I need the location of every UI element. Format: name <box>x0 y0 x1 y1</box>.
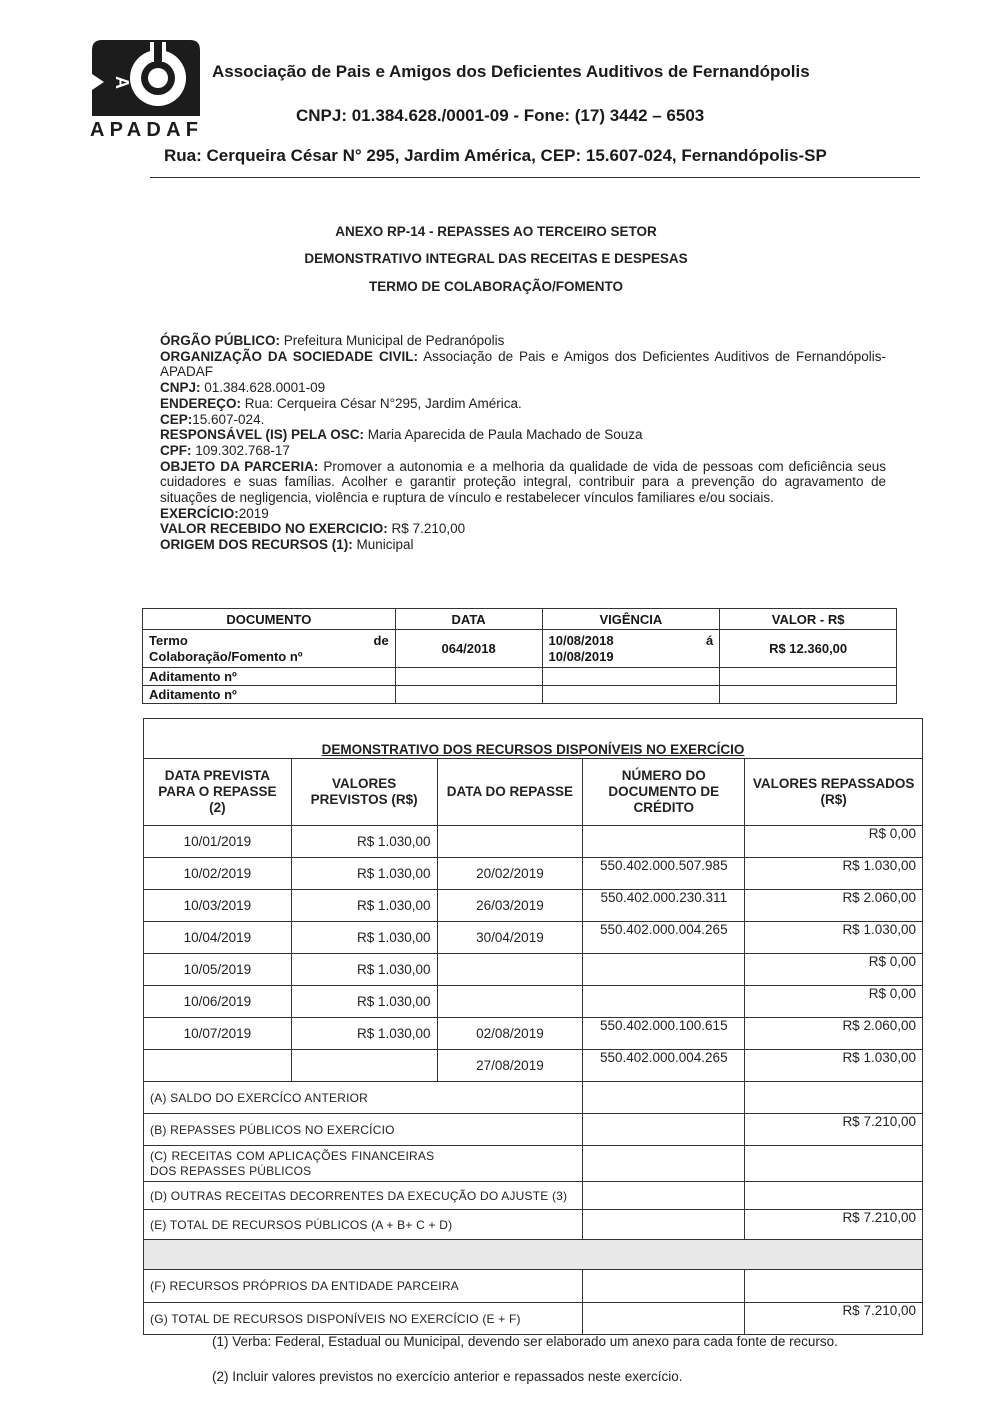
summary-shaded-spacer <box>144 1240 923 1270</box>
doc-termo-c: Colaboração/Fomento nº <box>149 648 303 664</box>
cep-label: CEP: <box>160 411 193 427</box>
summary-row-f <box>144 1270 923 1303</box>
origem-label: ORIGEM DOS RECURSOS (1): <box>160 537 353 553</box>
summary-row-a <box>144 1082 923 1114</box>
exercicio-value: 2019 <box>238 505 269 521</box>
valor-line <box>160 521 886 537</box>
cell-repassado: R$ 0,00 <box>745 986 923 1018</box>
osc-label: ORGANIZAÇÃO DA SOCIEDADE CIVIL: <box>160 348 418 364</box>
table-row <box>143 630 897 668</box>
origem-line <box>160 537 886 553</box>
endereco-value: Rua: Cerqueira César N°295, Jardim América. <box>244 395 522 411</box>
doc-header-vigencia: VIGÊNCIA <box>542 609 720 630</box>
cell-data-repasse: 02/08/2019 <box>437 1018 583 1050</box>
summary-f-value <box>745 1270 923 1303</box>
table-row <box>144 922 923 954</box>
osc-line <box>160 349 886 380</box>
title-line-3: TERMO DE COLABORAÇÃO/FOMENTO <box>369 279 623 294</box>
objeto-line <box>160 459 886 506</box>
doc-cell-empty <box>720 668 897 686</box>
doc-cell-empty <box>395 686 542 704</box>
summary-a-label: (A) SALDO DO EXERCÍCO ANTERIOR <box>144 1082 583 1114</box>
cell-repassado: R$ 1.030,00 <box>745 922 923 954</box>
summary-e-empty <box>583 1210 745 1240</box>
doc-cell-aditamento-1: Aditamento nº <box>143 668 396 686</box>
cpf-line <box>160 443 886 459</box>
resources-table <box>143 718 923 1335</box>
cpf-value: 109.302.768-17 <box>195 442 290 458</box>
cep-line <box>160 412 886 428</box>
cell-documento: 550.402.000.004.265 <box>583 1050 745 1082</box>
apadaf-logo <box>86 38 204 138</box>
cell-data-prevista: 10/02/2019 <box>144 858 292 890</box>
footnote-1: (1) Verba: Federal, Estadual ou Municipal, devendo ser elaborado um anexo para cada fonte de recurso. <box>212 1334 838 1349</box>
vig-sep: á <box>706 632 714 648</box>
resources-caption: DEMONSTRATIVO DOS RECURSOS DISPONÍVEIS NO EXERCÍCIO <box>144 719 923 759</box>
cell-data-prevista: 10/06/2019 <box>144 986 292 1018</box>
cell-data-repasse <box>437 986 583 1018</box>
logo-text: APADAF <box>90 119 198 138</box>
summary-row-g <box>144 1303 923 1335</box>
summary-e-label: (E) TOTAL DE RECURSOS PÚBLICOS (A + B+ C + D) <box>144 1210 583 1240</box>
cell-documento: 550.402.000.004.265 <box>583 922 745 954</box>
summary-b-label: (B) REPASSES PÚBLICOS NO EXERCÍCIO <box>144 1114 583 1146</box>
cnpj-line <box>160 380 886 396</box>
origem-value: Municipal <box>356 537 414 553</box>
table-row <box>144 954 923 986</box>
cell-data-prevista: 10/07/2019 <box>144 1018 292 1050</box>
title-line-2: DEMONSTRATIVO INTEGRAL DAS RECEITAS E DESPESAS <box>304 251 688 266</box>
doc-header-valor: VALOR - R$ <box>720 609 897 630</box>
cell-valor-previsto <box>291 1050 437 1082</box>
vig-end: 10/08/2019 <box>548 648 614 664</box>
endereco-label: ENDEREÇO: <box>160 395 242 411</box>
footnote-2: (2) Incluir valores previstos no exercício anterior e repassados neste exercício. <box>212 1369 683 1384</box>
objeto-value: Promover a autonomia e a melhoria da qualidade de vida de pessoas com deficiência seus cuidadores e suas famílias. Acolher e garantir proteção integral, contribuir para a prevenção do agravamento de situações de negligencia, violência e ruptura de vínculo e restabelecer vínculos familiares e/ou sociais. <box>160 458 886 506</box>
cell-data-prevista: 10/05/2019 <box>144 954 292 986</box>
doc-cell-valor: R$ 12.360,00 <box>720 630 897 668</box>
valor-value: R$ 7.210,00 <box>391 521 466 537</box>
table-row <box>144 1018 923 1050</box>
doc-cell-empty <box>395 668 542 686</box>
summary-f-label: (F) RECURSOS PRÓPRIOS DA ENTIDADE PARCEIRA <box>144 1270 583 1303</box>
header-valores-repassados: VALORES REPASSADOS (R$) <box>745 759 923 826</box>
resp-value: Maria Aparecida de Paula Machado de Souza <box>367 427 643 443</box>
org-address: Rua: Cerqueira César N° 295, Jardim América, CEP: 15.607-024, Fernandópolis-SP <box>164 146 827 165</box>
summary-g-value: R$ 7.210,00 <box>745 1303 923 1335</box>
table-row <box>143 668 897 686</box>
vig-start: 10/08/2018 <box>548 632 614 648</box>
cell-data-prevista: 10/01/2019 <box>144 826 292 858</box>
cell-data-repasse: 27/08/2019 <box>437 1050 583 1082</box>
resources-header-row <box>144 759 923 826</box>
osc-value: Associação de Pais e Amigos dos Deficientes Auditivos de Fernandópolis-APADAF <box>160 348 886 380</box>
cell-data-repasse: 26/03/2019 <box>437 890 583 922</box>
summary-row-c <box>144 1146 923 1182</box>
doc-cell-aditamento-2: Aditamento nº <box>143 686 396 704</box>
cell-valor-previsto: R$ 1.030,00 <box>291 826 437 858</box>
table-row <box>144 826 923 858</box>
summary-f-empty <box>583 1270 745 1303</box>
doc-cell-empty <box>542 686 720 704</box>
table-row <box>143 686 897 704</box>
cell-valor-previsto: R$ 1.030,00 <box>291 1018 437 1050</box>
cell-documento: 550.402.000.230.311 <box>583 890 745 922</box>
cell-valor-previsto: R$ 1.030,00 <box>291 986 437 1018</box>
cnpj-phone: CNPJ: 01.384.628./0001-09 - Fone: (17) 3442 – 6503 <box>296 106 705 125</box>
doc-cell-termo <box>143 630 396 668</box>
table-row <box>144 1050 923 1082</box>
orgao-value: Prefeitura Municipal de Pedranópolis <box>283 333 505 348</box>
summary-row-b <box>144 1114 923 1146</box>
cell-documento <box>583 986 745 1018</box>
doc-cell-vigencia <box>542 630 720 668</box>
cpf-label: CPF: <box>160 442 192 458</box>
cell-data-repasse <box>437 954 583 986</box>
cell-documento <box>583 954 745 986</box>
cell-repassado: R$ 1.030,00 <box>745 858 923 890</box>
summary-c-empty <box>583 1146 745 1182</box>
summary-b-value: R$ 7.210,00 <box>745 1114 923 1146</box>
summary-c-value <box>745 1146 923 1182</box>
cell-data-prevista: 10/03/2019 <box>144 890 292 922</box>
summary-c-label: (C) RECEITAS COM APLICAÇÕES FINANCEIRAS DOS REPASSES PÚBLICOS <box>144 1146 583 1182</box>
summary-d-empty <box>583 1182 745 1210</box>
valor-label: VALOR RECEBIDO NO EXERCICIO: <box>160 521 388 537</box>
summary-g-label: (G) TOTAL DE RECURSOS DISPONÍVEIS NO EXERCÍCIO (E + F) <box>144 1303 583 1335</box>
summary-a-value <box>745 1082 923 1114</box>
summary-e-value: R$ 7.210,00 <box>745 1210 923 1240</box>
doc-header-data: DATA <box>395 609 542 630</box>
doc-cell-empty <box>542 668 720 686</box>
resp-line <box>160 427 886 443</box>
summary-d-label: (D) OUTRAS RECEITAS DECORRENTES DA EXECUÇÃO DO AJUSTE (3) <box>144 1182 583 1210</box>
org-name: Associação de Pais e Amigos dos Deficientes Auditivos de Fernandópolis <box>212 62 810 81</box>
cell-data-prevista: 10/04/2019 <box>144 922 292 954</box>
header-data-repasse: DATA DO REPASSE <box>437 759 583 826</box>
cell-data-repasse: 20/02/2019 <box>437 858 583 890</box>
cnpj-value: 01.384.628.0001-09 <box>204 380 326 396</box>
title-line-1: ANEXO RP-14 - REPASSES AO TERCEIRO SETOR <box>335 224 657 239</box>
logo-letter: A <box>112 76 132 89</box>
table-row <box>144 890 923 922</box>
header-data-prevista: DATA PREVISTA PARA O REPASSE (2) <box>144 759 292 826</box>
cep-value: 15.607-024. <box>192 411 265 427</box>
cell-repassado: R$ 2.060,00 <box>745 1018 923 1050</box>
resources-caption-row <box>144 719 923 759</box>
cell-valor-previsto: R$ 1.030,00 <box>291 922 437 954</box>
doc-header-documento: DOCUMENTO <box>143 609 396 630</box>
document-table-header <box>143 609 897 630</box>
cell-valor-previsto: R$ 1.030,00 <box>291 954 437 986</box>
objeto-label: OBJETO DA PARCERIA: <box>160 458 319 474</box>
doc-cell-empty <box>720 686 897 704</box>
doc-termo-a: Termo <box>149 632 188 648</box>
cell-repassado: R$ 0,00 <box>745 826 923 858</box>
resources-table-wrapper <box>143 718 923 1335</box>
cell-documento <box>583 826 745 858</box>
summary-b-empty <box>583 1114 745 1146</box>
table-row <box>144 858 923 890</box>
document-table-wrapper <box>142 608 897 704</box>
cell-valor-previsto: R$ 1.030,00 <box>291 858 437 890</box>
resp-label: RESPONSÁVEL (IS) PELA OSC: <box>160 427 365 443</box>
cell-repassado: R$ 0,00 <box>745 954 923 986</box>
summary-d-value <box>745 1182 923 1210</box>
orgao-label: ÓRGÃO PÚBLICO: <box>160 333 280 348</box>
cell-documento: 550.402.000.100.615 <box>583 1018 745 1050</box>
table-row <box>144 986 923 1018</box>
summary-row-d <box>144 1182 923 1210</box>
cell-repassado: R$ 1.030,00 <box>745 1050 923 1082</box>
header-valores-previstos: VALORES PREVISTOS (R$) <box>291 759 437 826</box>
summary-spacer-row <box>144 1240 923 1270</box>
document-table <box>142 608 897 704</box>
doc-cell-data: 064/2018 <box>395 630 542 668</box>
doc-termo-b: de <box>373 632 389 648</box>
cell-data-repasse: 30/04/2019 <box>437 922 583 954</box>
cell-data-repasse <box>437 826 583 858</box>
cnpj-label: CNPJ: <box>160 380 201 396</box>
header-divider <box>150 177 920 178</box>
summary-g-empty <box>583 1303 745 1335</box>
cell-valor-previsto: R$ 1.030,00 <box>291 890 437 922</box>
header-numero-documento: NÚMERO DO DOCUMENTO DE CRÉDITO <box>583 759 745 826</box>
exercicio-label: EXERCÍCIO: <box>160 505 239 521</box>
cell-repassado: R$ 2.060,00 <box>745 890 923 922</box>
endereco-line <box>160 396 886 412</box>
orgao-line <box>160 333 886 349</box>
summary-a-empty <box>583 1082 745 1114</box>
exercicio-line <box>160 506 886 522</box>
summary-row-e <box>144 1210 923 1240</box>
cell-data-prevista <box>144 1050 292 1082</box>
cell-documento: 550.402.000.507.985 <box>583 858 745 890</box>
info-block <box>160 333 886 553</box>
